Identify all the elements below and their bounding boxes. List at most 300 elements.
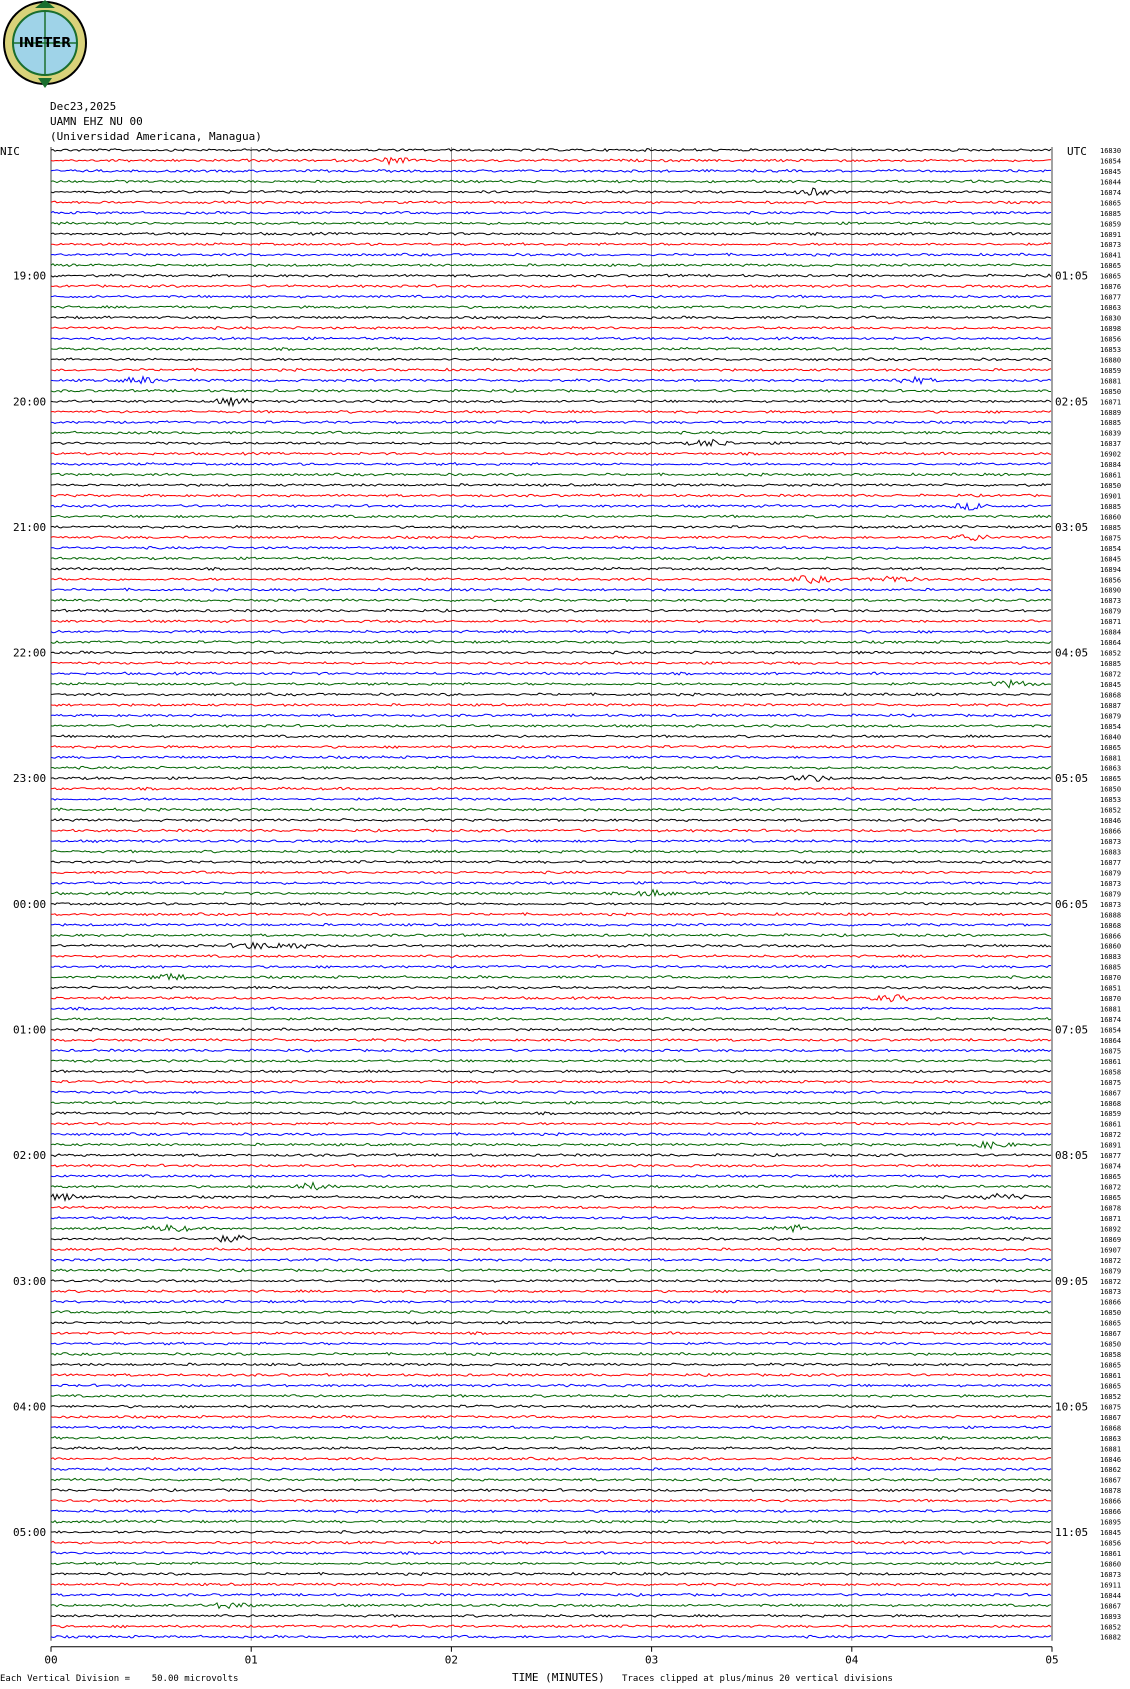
trace-row <box>51 1321 1051 1324</box>
trace-row <box>51 306 1051 309</box>
row-value-label: 16852 <box>1100 806 1122 815</box>
trace-row <box>51 1007 1051 1010</box>
utc-hour-label: 02:05 <box>1055 395 1089 409</box>
trace-row <box>51 588 1051 591</box>
row-value-label: 16852 <box>1100 1623 1122 1632</box>
trace-row <box>51 389 1051 392</box>
trace-row <box>51 1060 1051 1063</box>
row-value-label: 16873 <box>1100 241 1122 250</box>
local-hour-label: 20:00 <box>13 395 47 409</box>
vertical-division-note: Each Vertical Division = 50.00 microvolts <box>0 1674 239 1684</box>
trace-row <box>51 1112 1051 1115</box>
row-value-label: 16845 <box>1100 555 1122 564</box>
row-value-label: 16865 <box>1100 199 1122 208</box>
trace-row <box>51 1217 1051 1220</box>
row-value-label: 16846 <box>1100 1455 1122 1464</box>
row-value-label: 16882 <box>1100 1633 1122 1642</box>
row-value-label: 16858 <box>1100 1351 1122 1360</box>
trace-row <box>51 902 1051 905</box>
trace-row <box>51 1625 1051 1628</box>
row-value-label: 16879 <box>1100 869 1122 878</box>
trace-row <box>51 798 1051 801</box>
local-hour-label: 02:00 <box>13 1149 47 1163</box>
row-value-label: 16871 <box>1100 1214 1122 1223</box>
trace-row <box>51 693 1051 696</box>
trace-row <box>51 1235 1051 1242</box>
trace-row <box>51 1342 1051 1345</box>
trace-row <box>51 913 1051 916</box>
row-value-label: 16874 <box>1100 1162 1122 1171</box>
trace-row <box>51 484 1051 487</box>
trace-row <box>51 1080 1051 1083</box>
row-value-label: 16863 <box>1100 764 1122 773</box>
row-value-label: 16860 <box>1100 942 1122 951</box>
row-value-label: 16866 <box>1100 932 1122 941</box>
row-value-label: 16860 <box>1100 513 1122 522</box>
x-tick-label: 04 <box>845 1653 859 1667</box>
trace-row <box>51 1091 1051 1094</box>
row-value-label: 16850 <box>1100 1340 1122 1349</box>
utc-hour-label: 08:05 <box>1055 1149 1089 1163</box>
trace-row <box>51 609 1051 612</box>
trace-row <box>51 955 1051 958</box>
row-value-label: 16871 <box>1100 398 1122 407</box>
trace-row <box>51 1426 1051 1429</box>
row-value-label: 16879 <box>1100 890 1122 899</box>
row-value-label: 16830 <box>1100 314 1122 323</box>
row-value-label: 16861 <box>1100 1549 1122 1558</box>
trace-row <box>51 735 1051 738</box>
row-value-label: 16850 <box>1100 387 1122 396</box>
trace-row <box>51 188 1051 195</box>
utc-hour-label: 05:05 <box>1055 772 1089 786</box>
trace-row <box>51 923 1051 926</box>
row-value-label: 16865 <box>1100 1194 1122 1202</box>
row-value-label: 16853 <box>1100 345 1122 354</box>
row-value-label: 16911 <box>1100 1581 1122 1590</box>
trace-row <box>51 264 1051 267</box>
trace-row <box>51 494 1051 497</box>
utc-hour-label: 07:05 <box>1055 1023 1089 1037</box>
row-value-label: 16845 <box>1100 167 1122 176</box>
trace-row <box>51 1300 1051 1303</box>
trace-row <box>51 1395 1051 1398</box>
row-value-label: 16873 <box>1100 597 1122 606</box>
trace-row <box>51 1457 1051 1460</box>
trace-row <box>51 850 1051 853</box>
trace-row <box>51 1279 1051 1282</box>
trace-row <box>51 1290 1051 1293</box>
row-value-label: 16841 <box>1100 251 1122 260</box>
trace-row <box>51 1583 1051 1586</box>
utc-hour-label: 04:05 <box>1055 646 1089 660</box>
row-value-label: 16840 <box>1100 733 1122 742</box>
trace-row <box>51 158 1051 165</box>
row-value-label: 16867 <box>1100 1089 1122 1098</box>
trace-row <box>51 1635 1051 1638</box>
local-hour-label: 01:00 <box>13 1023 47 1037</box>
trace-row <box>51 1531 1051 1534</box>
trace-row <box>51 1332 1051 1335</box>
row-value-label: 16861 <box>1100 471 1122 480</box>
trace-row <box>51 253 1051 256</box>
clip-note: Traces clipped at plus/minus 20 vertical divisions <box>622 1674 893 1684</box>
trace-row <box>51 232 1051 235</box>
trace-row <box>51 995 1051 1002</box>
trace-row <box>51 463 1051 466</box>
trace-row <box>51 974 1051 980</box>
x-tick-label: 01 <box>244 1653 258 1667</box>
row-value-label: 16872 <box>1100 1131 1122 1140</box>
trace-row <box>51 1225 1051 1232</box>
trace-row <box>51 1499 1051 1502</box>
trace-row <box>51 1101 1051 1104</box>
trace-row <box>51 1603 1051 1608</box>
trace-row <box>51 576 1051 584</box>
trace-row <box>51 1133 1051 1136</box>
row-value-label: 16853 <box>1100 796 1122 805</box>
utc-hour-label: 09:05 <box>1055 1274 1089 1288</box>
trace-row <box>51 295 1051 298</box>
row-value-label: 16873 <box>1100 1570 1122 1579</box>
trace-row <box>51 704 1051 707</box>
trace-row <box>51 620 1051 623</box>
row-value-label: 16885 <box>1100 963 1122 972</box>
utc-timezone-label: UTC <box>1067 145 1087 158</box>
trace-row <box>51 410 1051 413</box>
trace-row <box>51 1552 1051 1555</box>
trace-row <box>51 440 1051 446</box>
trace-row <box>51 431 1051 434</box>
trace-row <box>51 452 1051 455</box>
row-value-label: 16888 <box>1100 911 1122 920</box>
x-tick-label: 03 <box>644 1653 659 1667</box>
trace-row <box>51 672 1051 675</box>
row-value-label: 16907 <box>1100 1246 1122 1255</box>
row-value-label: 16851 <box>1100 984 1122 993</box>
row-value-label: 16859 <box>1100 366 1122 375</box>
station-location: (Universidad Americana, Managua) <box>50 130 262 143</box>
trace-row <box>51 1405 1051 1408</box>
x-axis-title: TIME (MINUTES) <box>512 1671 605 1684</box>
row-value-label: 16837 <box>1100 440 1122 449</box>
trace-row <box>51 861 1051 864</box>
row-value-label: 16870 <box>1100 974 1122 983</box>
trace-row <box>51 766 1051 769</box>
trace-row <box>51 1142 1051 1149</box>
row-value-label: 16866 <box>1100 827 1122 836</box>
trace-row <box>51 473 1051 476</box>
row-value-label: 16874 <box>1100 188 1122 197</box>
utc-hour-label: 03:05 <box>1055 520 1089 534</box>
row-value-label: 16863 <box>1100 1434 1122 1443</box>
row-value-label: 16865 <box>1100 1319 1122 1328</box>
row-value-label: 16854 <box>1100 544 1122 553</box>
row-value-label: 16885 <box>1100 209 1122 218</box>
local-hour-label: 04:00 <box>13 1400 47 1414</box>
row-value-label: 16868 <box>1100 691 1122 700</box>
row-value-label: 16864 <box>1100 1036 1122 1045</box>
trace-row <box>51 787 1051 790</box>
trace-row <box>51 1164 1051 1167</box>
trace-row <box>51 526 1051 529</box>
row-value-label: 16902 <box>1100 450 1122 459</box>
row-value-label: 16861 <box>1100 1120 1122 1129</box>
row-value-label: 16871 <box>1100 618 1122 627</box>
record-date: Dec23,2025 <box>50 100 117 113</box>
x-axis <box>44 1647 1058 1667</box>
trace-row <box>51 337 1051 340</box>
row-value-label: 16892 <box>1100 1225 1122 1234</box>
trace-row <box>51 943 1051 949</box>
row-value-label: 16865 <box>1100 1382 1122 1391</box>
row-value-label: 16883 <box>1100 953 1122 962</box>
trace-row <box>51 170 1051 173</box>
row-value-label: 16894 <box>1100 565 1122 574</box>
trace-row <box>51 775 1051 781</box>
row-value-label: 16877 <box>1100 1152 1122 1161</box>
trace-row <box>51 1194 1051 1201</box>
trace-row <box>51 1468 1051 1471</box>
trace-row <box>51 829 1051 832</box>
trace-row <box>51 327 1051 330</box>
trace-row <box>51 890 1051 896</box>
trace-row <box>51 348 1051 351</box>
row-value-label: 16867 <box>1100 1476 1122 1485</box>
row-value-label: 16884 <box>1100 628 1122 637</box>
local-hour-label: 03:00 <box>13 1274 47 1288</box>
row-value-label: 16873 <box>1100 879 1122 888</box>
row-value-label: 16885 <box>1100 502 1122 511</box>
utc-hour-label: 06:05 <box>1055 897 1089 911</box>
trace-row <box>51 1122 1051 1125</box>
trace-row <box>51 819 1051 822</box>
x-tick-label: 00 <box>44 1653 58 1667</box>
local-timezone-label: NIC <box>0 145 20 158</box>
trace-row <box>51 547 1051 550</box>
trace-row <box>51 1437 1051 1440</box>
row-value-label: 16891 <box>1100 1141 1122 1150</box>
trace-row <box>51 149 1051 152</box>
trace-row <box>51 1573 1051 1576</box>
trace-row <box>51 986 1051 989</box>
row-value-label: 16901 <box>1100 492 1122 501</box>
x-tick-label: 05 <box>1045 1653 1059 1667</box>
trace-row <box>51 714 1051 717</box>
row-value-label: 16865 <box>1100 743 1122 752</box>
local-hour-label: 22:00 <box>13 646 47 660</box>
trace-row <box>51 1154 1051 1157</box>
trace-row <box>51 934 1051 937</box>
row-value-label: 16830 <box>1100 147 1122 155</box>
row-value-label: 16868 <box>1100 1099 1122 1108</box>
trace-row <box>51 1562 1051 1565</box>
local-hour-label: 21:00 <box>13 520 47 534</box>
row-value-label: 16850 <box>1100 482 1122 491</box>
trace-row <box>51 180 1051 183</box>
trace-row <box>51 651 1051 654</box>
row-value-label: 16850 <box>1100 785 1122 794</box>
row-value-label: 16866 <box>1100 1497 1122 1506</box>
row-value-label: 16878 <box>1100 1204 1122 1213</box>
row-value-label: 16858 <box>1100 1068 1122 1077</box>
trace-row <box>51 274 1051 277</box>
trace-row <box>51 808 1051 811</box>
trace-row <box>51 515 1051 518</box>
utc-hour-label: 01:05 <box>1055 269 1089 283</box>
row-value-label: 16884 <box>1100 461 1122 470</box>
row-value-label: 16881 <box>1100 1005 1122 1014</box>
seismic-traces <box>51 149 1051 1639</box>
trace-row <box>51 1258 1051 1261</box>
row-value-label: 16859 <box>1100 220 1122 229</box>
row-value-label: 16866 <box>1100 1298 1122 1307</box>
row-value-label: 16839 <box>1100 429 1122 438</box>
trace-row <box>51 1175 1051 1178</box>
trace-row <box>51 285 1051 288</box>
trace-row <box>51 641 1051 644</box>
trace-row <box>51 377 1051 384</box>
trace-row <box>51 368 1051 371</box>
trace-row <box>51 1510 1051 1513</box>
row-value-label: 16879 <box>1100 1267 1122 1276</box>
trace-row <box>51 243 1051 246</box>
row-value-label: 16875 <box>1100 1403 1122 1412</box>
row-value-label: 16860 <box>1100 1560 1122 1569</box>
row-value-label: 16868 <box>1100 1424 1122 1433</box>
row-value-label: 16850 <box>1100 1309 1122 1318</box>
row-value-label: 16875 <box>1100 1047 1122 1056</box>
row-value-label: 16845 <box>1100 680 1122 689</box>
trace-row <box>51 882 1051 885</box>
trace-row <box>51 1384 1051 1387</box>
row-value-label: 16875 <box>1100 534 1122 543</box>
row-value-label: 16873 <box>1100 838 1122 847</box>
row-value-label: 16868 <box>1100 921 1122 930</box>
trace-row <box>51 599 1051 602</box>
row-value-label: 16885 <box>1100 419 1122 428</box>
trace-row <box>51 1447 1051 1450</box>
logo-text: INETER <box>18 36 72 51</box>
row-value-label: 16852 <box>1100 649 1122 658</box>
trace-row <box>51 1520 1051 1523</box>
row-value-label: 16870 <box>1100 995 1122 1004</box>
local-hour-label: 05:00 <box>13 1526 47 1540</box>
local-hour-label: 19:00 <box>13 269 47 283</box>
trace-row <box>51 1353 1051 1356</box>
row-value-label: 16872 <box>1100 1256 1122 1265</box>
trace-row <box>51 504 1051 510</box>
row-value-label: 16885 <box>1100 523 1122 532</box>
trace-row <box>51 1311 1051 1314</box>
row-value-label: 16852 <box>1100 1392 1122 1401</box>
row-value-label: 16856 <box>1100 335 1122 344</box>
row-value-label: 16867 <box>1100 1330 1122 1339</box>
row-value-label: 16846 <box>1100 817 1122 826</box>
row-value-label: 16872 <box>1100 1183 1122 1192</box>
trace-row <box>51 557 1051 560</box>
trace-row <box>51 1183 1051 1190</box>
row-value-label: 16869 <box>1100 1235 1122 1244</box>
utc-hour-label: 10:05 <box>1055 1400 1089 1414</box>
row-value-label: 16873 <box>1100 1288 1122 1297</box>
row-value-label: 16854 <box>1100 722 1122 731</box>
row-value-label: 16887 <box>1100 701 1122 710</box>
row-value-label: 16865 <box>1100 1173 1122 1182</box>
utc-hour-label: 11:05 <box>1055 1526 1089 1540</box>
trace-row <box>51 567 1051 570</box>
x-tick-label: 02 <box>444 1653 459 1667</box>
trace-row <box>51 1039 1051 1042</box>
trace-row <box>51 201 1051 204</box>
trace-row <box>51 1416 1051 1419</box>
row-value-label: 16879 <box>1100 607 1122 616</box>
row-value-label: 16877 <box>1100 293 1122 302</box>
trace-row <box>51 965 1051 968</box>
row-value-label: 16876 <box>1100 283 1122 292</box>
trace-row <box>51 725 1051 728</box>
trace-row <box>51 535 1051 541</box>
trace-row <box>51 1363 1051 1366</box>
row-value-label: 16856 <box>1100 576 1122 585</box>
row-value-label: 16867 <box>1100 1602 1122 1611</box>
row-value-label: 16889 <box>1100 408 1122 417</box>
row-value-label: 16866 <box>1100 1508 1122 1517</box>
row-value-label: 16881 <box>1100 754 1122 763</box>
trace-row <box>51 1018 1051 1021</box>
trace-row <box>51 211 1051 214</box>
row-value-label: 16890 <box>1100 586 1122 595</box>
trace-row <box>51 840 1051 843</box>
trace-row <box>51 1028 1051 1031</box>
trace-row <box>51 1049 1051 1052</box>
local-hour-label: 00:00 <box>13 897 47 911</box>
local-hour-label: 23:00 <box>13 772 47 786</box>
trace-row <box>51 316 1051 319</box>
trace-row <box>51 871 1051 874</box>
row-value-label: 16865 <box>1100 272 1122 281</box>
row-value-label: 16893 <box>1100 1612 1122 1621</box>
row-value-label: 16872 <box>1100 1277 1122 1286</box>
row-value-label: 16891 <box>1100 230 1122 239</box>
trace-row <box>51 1594 1051 1597</box>
row-value-label: 16845 <box>1100 1529 1122 1538</box>
trace-row <box>51 398 1051 406</box>
trace-row <box>51 1070 1051 1073</box>
trace-row <box>51 662 1051 665</box>
row-value-label: 16844 <box>1100 1591 1122 1600</box>
ineter-logo <box>0 0 90 90</box>
row-value-label: 16859 <box>1100 1110 1122 1119</box>
row-value-label: 16865 <box>1100 262 1122 271</box>
trace-row <box>51 421 1051 424</box>
row-value-label: 16874 <box>1100 1016 1122 1025</box>
station-code: UAMN EHZ NU 00 <box>50 115 143 128</box>
trace-row <box>51 1614 1051 1617</box>
row-value-label: 16844 <box>1100 178 1122 187</box>
row-value-label: 16864 <box>1100 639 1122 648</box>
row-value-label: 16873 <box>1100 900 1122 909</box>
row-value-label: 16895 <box>1100 1518 1122 1527</box>
row-value-label: 16880 <box>1100 356 1122 365</box>
trace-row <box>51 1541 1051 1544</box>
row-value-label: 16861 <box>1100 1371 1122 1380</box>
row-value-label: 16881 <box>1100 1445 1122 1454</box>
row-value-label: 16881 <box>1100 377 1122 386</box>
row-value-label: 16879 <box>1100 712 1122 721</box>
trace-row <box>51 630 1051 633</box>
row-value-label: 16862 <box>1100 1466 1122 1475</box>
